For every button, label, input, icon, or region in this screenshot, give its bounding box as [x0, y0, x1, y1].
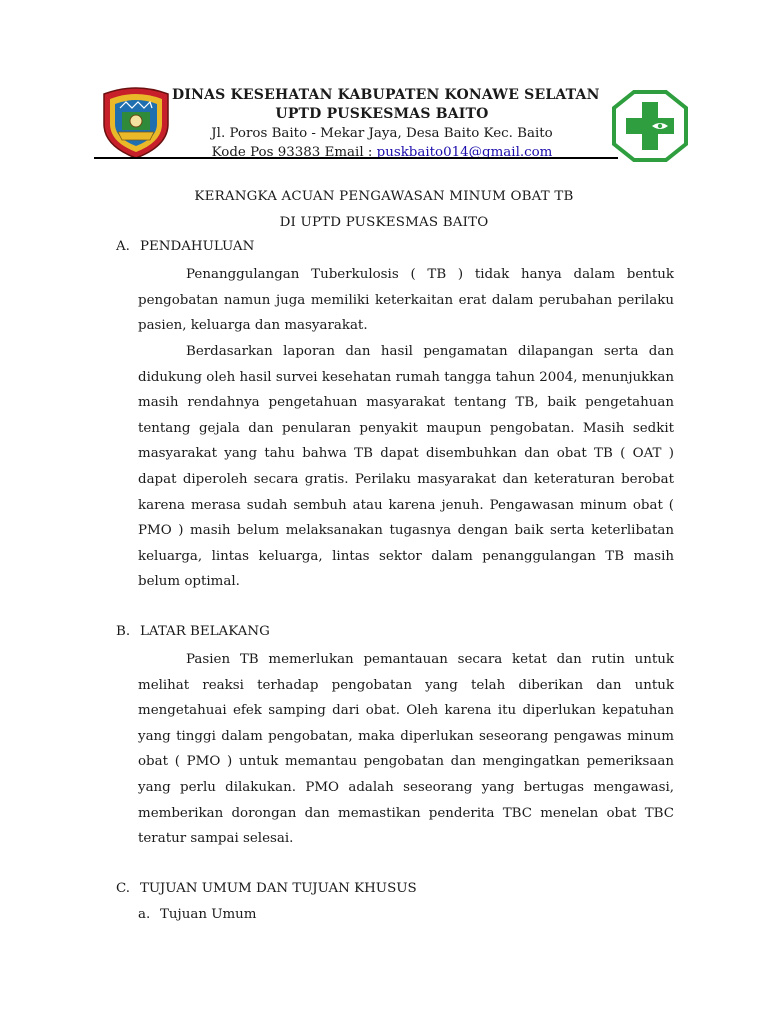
email-link[interactable]: puskbaito014@gmail.com [376, 145, 553, 160]
section-a-marker: A. [116, 239, 130, 254]
letterhead-contact [172, 143, 592, 162]
section-b-paragraph-1 [138, 647, 674, 852]
document-subtitle: DI UPTD PUSKESMAS BAITO [279, 215, 489, 230]
section-a-paragraph-2 [138, 339, 674, 595]
section-c-title: TUJUAN UMUM DAN TUJUAN KHUSUS [140, 881, 417, 896]
section-c-marker: C. [116, 881, 131, 896]
puskesmas-logo-icon [612, 90, 688, 162]
letterhead-address: Jl. Poros Baito - Mekar Jaya, Desa Baito Kec. Baito [211, 126, 553, 141]
section-b-p1-text: Pasien TB memerlukan pemantauan secara ketat dan rutin untuk melihat reaksi terhadap pengobatan yang telah diberikan dan untuk mengetahuai efek samping dari obat. Oleh karena itu diperlukan kepatuhan yang tinggi dalam pengobatan, maka diperlukan seseorang pengawas minum obat ( PMO ) untuk memantau pengobatan dan mengingatkan pemeriksaan yang perlu dilakukan. PMO adalah seseorang yang bertugas mengawasi, memberikan dorongan dan memastikan penderita TBC menelan obat TBC teratur sampai selesai. [138, 652, 674, 847]
section-c-heading [116, 881, 417, 896]
section-b-marker: B. [116, 624, 131, 639]
section-a-p1-text: Penanggulangan Tuberkulosis ( TB ) tidak hanya dalam bentuk pengobatan namun juga memiliki keterkaitan erat dalam perubahan perilaku pasien, keluarga dan masyarakat. [138, 267, 674, 334]
letterhead [172, 86, 600, 162]
subsection-a-title: Tujuan Umum [160, 907, 257, 922]
document-title: KERANGKA ACUAN PENGAWASAN MINUM OBAT TB [194, 189, 574, 204]
letterhead-agency: DINAS KESEHATAN KABUPATEN KONAWE SELATAN [172, 87, 600, 103]
letterhead-divider [94, 157, 618, 159]
postal-code-text: Kode Pos 93383 Email : [211, 145, 377, 160]
section-b-heading [116, 624, 270, 639]
section-a-heading [116, 239, 254, 254]
section-b-title: LATAR BELAKANG [140, 624, 270, 639]
regency-crest-icon [98, 84, 174, 160]
section-a-p2-text: Berdasarkan laporan dan hasil pengamatan dilapangan serta dan didukung oleh hasil survei kesehatan rumah tangga tahun 2004, menunjukkan masih rendahnya pengetahuan masyarakat tentang TB, baik pengetahuan tentang gejala dan penularan penyakit maupun pengobatan. Masih sedkit masyarakat yang tahu bahwa TB dapat disembuhkan dan obat TB ( OAT ) dapat diperoleh secara gratis. Perilaku masyarakat dan keteraturan berobat karena merasa sudah sembuh atau karena jenuh. Pengawasan minum obat ( PMO ) masih belum melaksanakan tugasnya dengan baik serta keterlibatan keluarga, lintas keluarga, lintas sektor dalam penanggulangan TB masih belum optimal. [138, 344, 674, 590]
subsection-a-marker: a. [138, 907, 151, 922]
section-a-paragraph-1 [138, 262, 674, 339]
letterhead-unit: UPTD PUSKESMAS BAITO [275, 106, 489, 122]
section-a-title: PENDAHULUAN [140, 239, 255, 254]
subsection-tujuan-umum [138, 907, 257, 922]
